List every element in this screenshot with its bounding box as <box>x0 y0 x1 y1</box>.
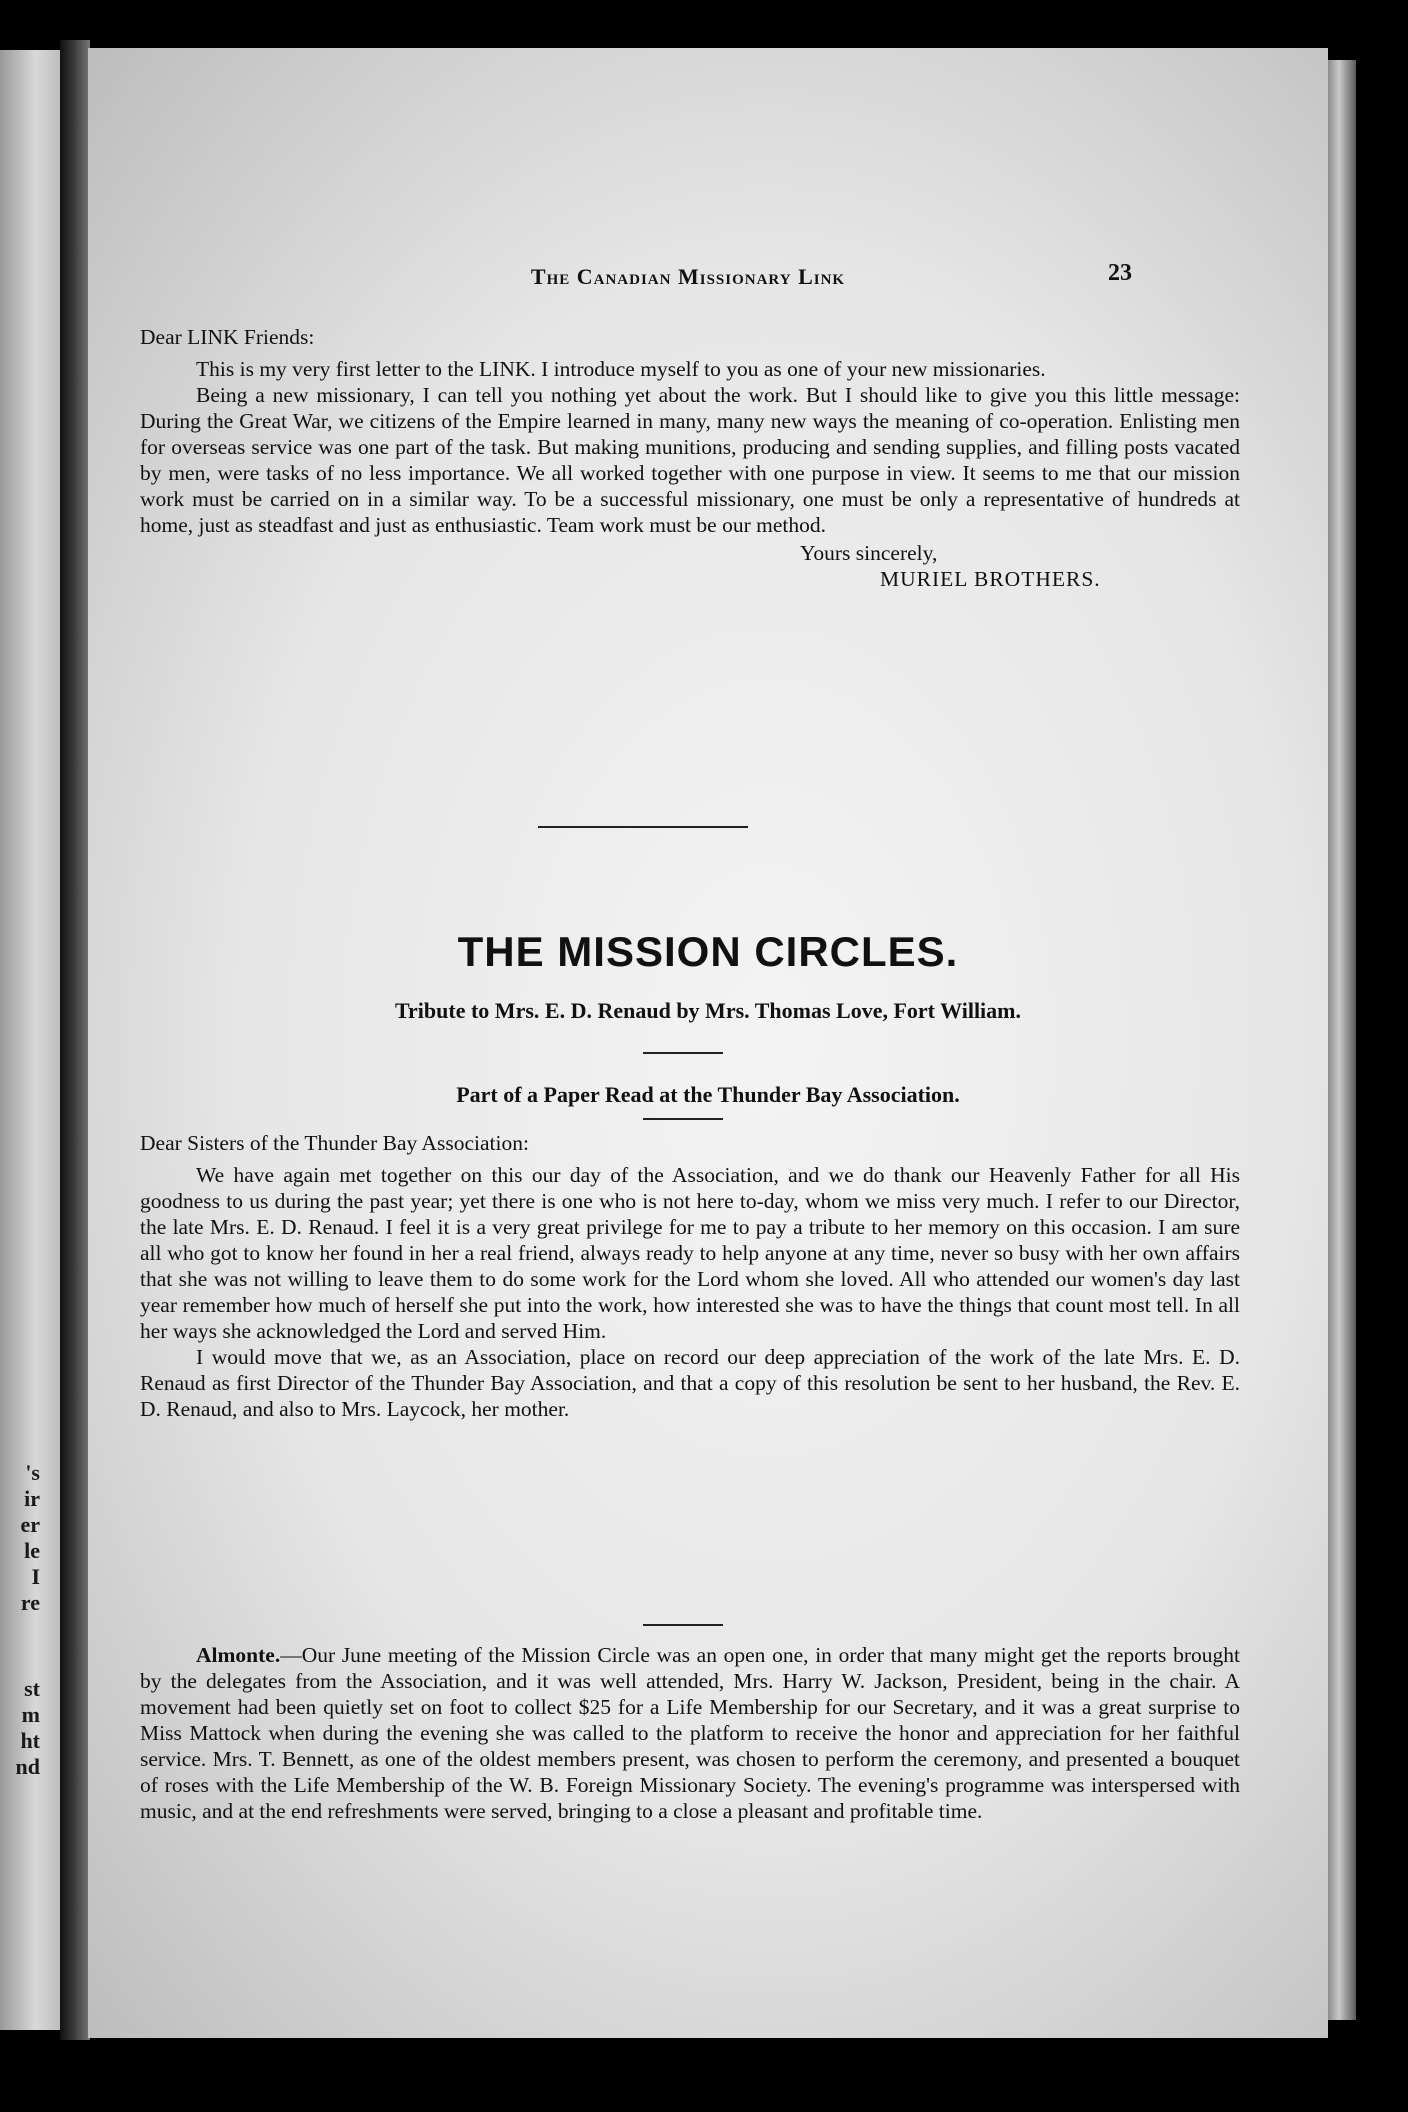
paragraph: We have again met together on this our day of the Association, and we do thank our Heavenly Father for all His goodness to us during the past year; yet there is one who is not here to-day, whom we miss very much. I refer to our Director, the late Mrs. E. D. Renaud. I feel it is a very great privilege for me to pay a tribute to her memory on this occasion. I am sure all who got to know her found in her a real friend, always ready to help anyone at any time, never so busy with her own affairs that she was not willing to leave them to do some work for the Lord whom she loved. All who attended our women's day last year remember how much of herself she put into the work, how interested she was to have the things that count most tell. In all her ways she acknowledged the Lord and served Him. <box>140 1163 1240 1343</box>
paragraph: I would move that we, as an Association, place on record our deep appreciation of the work of the late Mrs. E. D. Renaud as first Director of the Thunder Bay Association, and that a copy of this resolution be sent to her husband, the Rev. E. D. Renaud, and also to Mrs. Laycock, her mother. <box>140 1345 1240 1421</box>
fragment: ir <box>24 1486 40 1511</box>
fragment: re <box>20 1590 40 1615</box>
section-title: THE MISSION CIRCLES. <box>457 928 959 975</box>
fragment: m <box>21 1702 40 1727</box>
place-name: Almonte. <box>196 1643 281 1667</box>
section-subtitle-2: Part of a Paper Read at the Thunder Bay Association. <box>456 1082 960 1107</box>
divider <box>643 1624 723 1626</box>
letter-one <box>140 324 1240 592</box>
book-binding <box>60 40 90 2040</box>
divider <box>538 826 748 828</box>
almonte-report <box>140 1642 1240 1824</box>
signature: MURIEL BROTHERS. <box>880 567 1101 591</box>
closing: Yours sincerely, <box>800 541 938 565</box>
running-head: The Canadian Missionary Link <box>530 264 846 289</box>
salutation: Dear LINK Friends: <box>140 325 315 349</box>
fragment: I <box>31 1564 40 1589</box>
page-number: 23 <box>1108 260 1132 286</box>
paragraph: This is my very first letter to the LINK. I introduce myself to you as one of your new missionaries. <box>196 357 1046 381</box>
fragment: le <box>24 1538 40 1563</box>
fragment: er <box>20 1512 40 1537</box>
report-text: —Our June meeting of the Mission Circle was an open one, in order that many might get the reports brought by the delegates from the Association, and it was well attended, Mrs. Harry W. Jackson, President, being in the chair. A movement had been quietly set on foot to collect $25 for a Life Membership for our Secretary, and it was a great surprise to Miss Mattock when during the evening she was called to the platform to receive the honor and appreciation for her faithful service. Mrs. T. Bennett, as one of the oldest members present, was chosen to perform the ceremony, and presented a bouquet of roses with the Life Membership of the W. B. Foreign Missionary Society. The evening's programme was interspersed with music, and at the end refreshments were served, bringing to a close a pleasant and profitable time. <box>140 1643 1240 1823</box>
scanned-page <box>88 48 1328 2038</box>
letter-two <box>140 1130 1240 1422</box>
adjacent-page <box>0 50 60 2030</box>
divider <box>643 1118 723 1120</box>
page-edge <box>1328 60 1356 2020</box>
section-subtitle: Tribute to Mrs. E. D. Renaud by Mrs. Thomas Love, Fort William. <box>395 998 1021 1023</box>
adjacent-page-text <box>0 1460 40 1780</box>
fragment: nd <box>15 1754 40 1779</box>
paragraph: Being a new missionary, I can tell you nothing yet about the work. But I should like to give you this little message: During the Great War, we citizens of the Empire learned in many, many new ways the meaning of co-operation. Enlisting men for overseas service was one part of the task. But making munitions, producing and sending supplies, and filling posts vacated by men, were tasks of no less importance. We all worked together with one purpose in view. It seems to me that our mission work must be carried on in a similar way. To be a successful missionary, one must be only a representative of hundreds at home, just as steadfast and just as enthusiastic. Team work must be our method. <box>140 383 1240 537</box>
divider <box>643 1052 723 1054</box>
fragment: ht <box>20 1728 40 1753</box>
fragment: st <box>24 1676 40 1701</box>
fragment: 's <box>25 1460 40 1485</box>
paragraph <box>140 1642 1240 1824</box>
salutation: Dear Sisters of the Thunder Bay Association: <box>140 1131 529 1155</box>
